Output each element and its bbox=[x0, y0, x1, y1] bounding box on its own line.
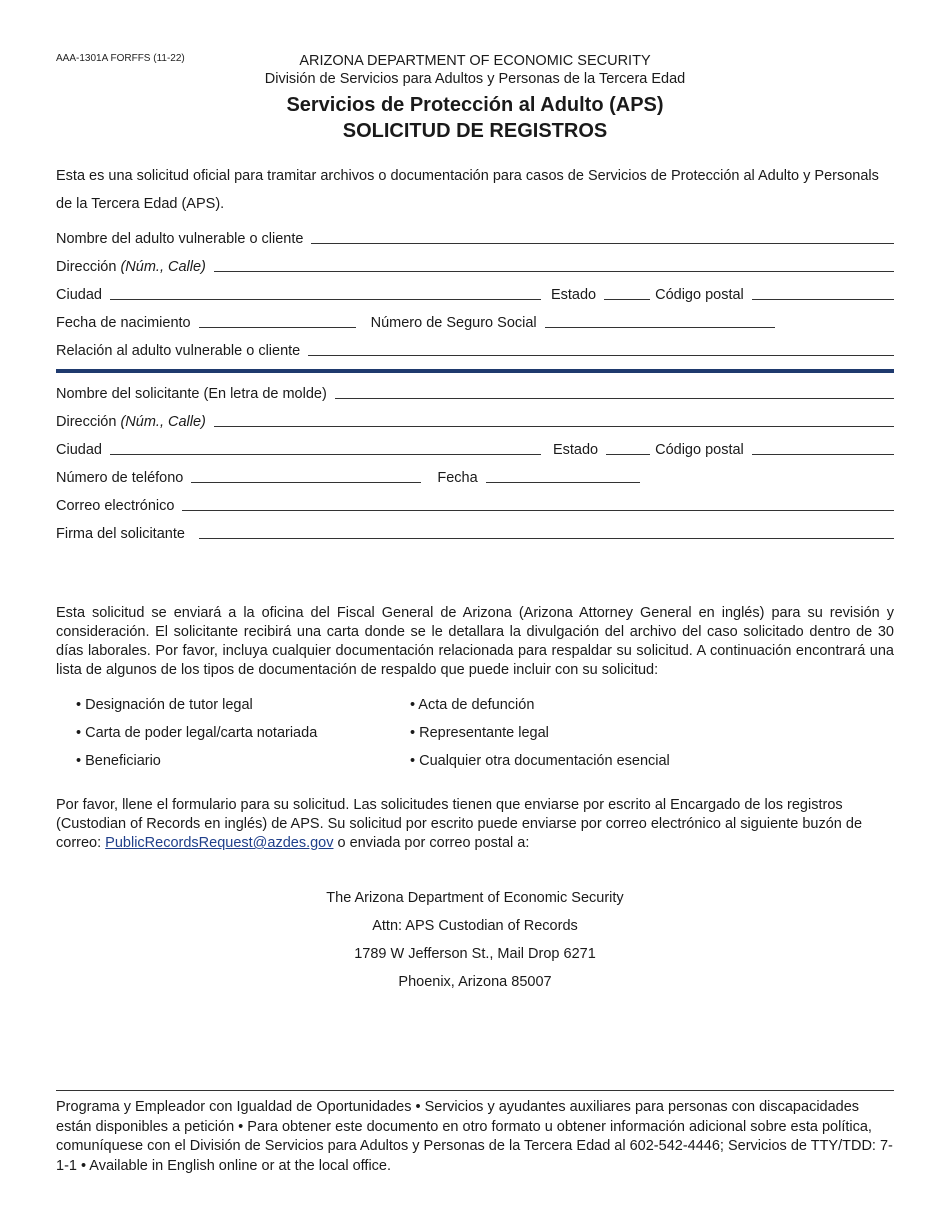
client-zip-field[interactable] bbox=[752, 299, 894, 300]
client-name-label: Nombre del adulto vulnerable o cliente bbox=[56, 231, 304, 247]
requester-address-label: Dirección (Núm., Calle) bbox=[56, 414, 206, 430]
requester-address-row bbox=[56, 411, 894, 431]
requester-signature-label: Firma del solicitante bbox=[56, 526, 185, 542]
address-line: Phoenix, Arizona 85007 bbox=[398, 974, 552, 990]
client-state-label: Estado bbox=[550, 287, 597, 303]
client-city-row bbox=[56, 284, 894, 304]
intro-text: Esta es una solicitud oficial para tramitar archivos o documentación para casos de Servicios de Protección al Adulto y Personals de la Tercera Edad (APS). bbox=[56, 168, 879, 212]
explanation-text: Esta solicitud se enviará a la oficina del Fiscal General de Arizona (Arizona Attorney General en inglés) para su revisión y consideración. El solicitante recibirá una carta donde se le detallara la divulgación del archivo del caso solicitado dentro de 30 días laborales. Por favor, incluya cualquier documentación relacionada para respaldar su solicitud. A continuación encontrará una lista de algunos de los tipos de documentación de respaldo que puede incluir con su solicitud: bbox=[56, 605, 894, 678]
client-relation-label: Relación al adulto vulnerable o cliente bbox=[56, 343, 301, 359]
client-name-field[interactable] bbox=[311, 243, 894, 244]
requester-phone-label: Número de teléfono bbox=[56, 470, 184, 486]
requester-email-row bbox=[56, 495, 894, 515]
client-address-label: Dirección (Núm., Calle) bbox=[56, 259, 206, 275]
requester-email-label: Correo electrónico bbox=[56, 498, 175, 514]
client-state-field[interactable] bbox=[604, 299, 650, 300]
client-relation-row bbox=[56, 340, 894, 360]
requester-phone-row bbox=[56, 467, 894, 487]
requester-signature-row bbox=[56, 523, 894, 543]
address-line: The Arizona Department of Economic Security bbox=[326, 890, 624, 906]
requester-state-label: Estado bbox=[552, 442, 599, 458]
client-dob-row bbox=[56, 312, 894, 332]
footer-divider bbox=[56, 1090, 894, 1091]
division-name: División de Servicios para Adultos y Personas de la Tercera Edad bbox=[264, 71, 686, 87]
document-item: • Carta de poder legal/carta notariada bbox=[76, 725, 318, 741]
document-item: • Representante legal bbox=[410, 725, 549, 741]
document-item: • Acta de defunción bbox=[410, 697, 535, 713]
client-dob-field[interactable] bbox=[199, 327, 356, 328]
document-item: • Designación de tutor legal bbox=[76, 697, 253, 713]
address-line: 1789 W Jefferson St., Mail Drop 6271 bbox=[354, 946, 596, 962]
client-city-label: Ciudad bbox=[56, 287, 102, 303]
document-item: • Beneficiario bbox=[76, 753, 161, 769]
section-divider bbox=[56, 369, 894, 373]
address-line: Attn: APS Custodian of Records bbox=[372, 918, 578, 934]
requester-name-label: Nombre del solicitante (En letra de molde) bbox=[56, 386, 327, 402]
agency-name: ARIZONA DEPARTMENT OF ECONOMIC SECURITY bbox=[299, 53, 651, 69]
client-dob-label: Fecha de nacimiento bbox=[56, 315, 191, 331]
form-subtitle: SOLICITUD DE REGISTROS bbox=[342, 120, 608, 142]
requester-city-label: Ciudad bbox=[56, 442, 102, 458]
mailing-address bbox=[0, 884, 950, 996]
requester-signature-field[interactable] bbox=[199, 538, 894, 539]
requester-address-field[interactable] bbox=[214, 426, 894, 427]
requester-date-field[interactable] bbox=[486, 482, 640, 483]
client-name-row bbox=[56, 228, 894, 248]
client-city-field[interactable] bbox=[110, 299, 541, 300]
client-relation-field[interactable] bbox=[308, 355, 894, 356]
document-item: • Cualquier otra documentación esencial bbox=[410, 753, 670, 769]
records-email-link[interactable]: PublicRecordsRequest@azdes.gov bbox=[105, 835, 334, 851]
form-code: AAA-1301A FORFFS (11-22) bbox=[56, 53, 185, 64]
footer-text: Programa y Empleador con Igualdad de Oportunidades • Servicios y ayudantes auxiliares para personas con discapacidades están disponibles a petición • Para obtener este documento en otro formato u obtener información adicional sobre esta política, comuníquese con el División de Servicios para Adultos y Personas de la Tercera Edad al 602-542-4446; Servicios de TTY/TDD: 7-1-1 • Available in English online or at the local office. bbox=[56, 1099, 893, 1174]
client-address-field[interactable] bbox=[214, 271, 894, 272]
form-title: Servicios de Protección al Adulto (APS) bbox=[286, 94, 664, 116]
client-address-row bbox=[56, 256, 894, 276]
client-zip-label: Código postal bbox=[655, 287, 744, 303]
client-ssn-field[interactable] bbox=[545, 327, 775, 328]
instructions-text: Por favor, llene el formulario para su solicitud. Las solicitudes tienen que enviarse por escrito al Encargado de los registros (Custodian of Records en inglés) de APS. Su solicitud por escrito puede enviarse por correo electrónico al siguiente buzón de correo: PublicRecordsRequest@azdes.gov o enviada por correo postal a: bbox=[56, 797, 863, 851]
requester-city-field[interactable] bbox=[110, 454, 541, 455]
requester-phone-field[interactable] bbox=[191, 482, 421, 483]
client-ssn-label: Número de Seguro Social bbox=[370, 315, 537, 331]
requester-city-row bbox=[56, 439, 894, 459]
requester-zip-label: Código postal bbox=[655, 442, 744, 458]
requester-name-field[interactable] bbox=[335, 398, 894, 399]
requester-email-field[interactable] bbox=[182, 510, 894, 511]
requester-state-field[interactable] bbox=[606, 454, 650, 455]
requester-zip-field[interactable] bbox=[752, 454, 894, 455]
requester-date-label: Fecha bbox=[437, 470, 478, 486]
requester-name-row bbox=[56, 383, 894, 403]
